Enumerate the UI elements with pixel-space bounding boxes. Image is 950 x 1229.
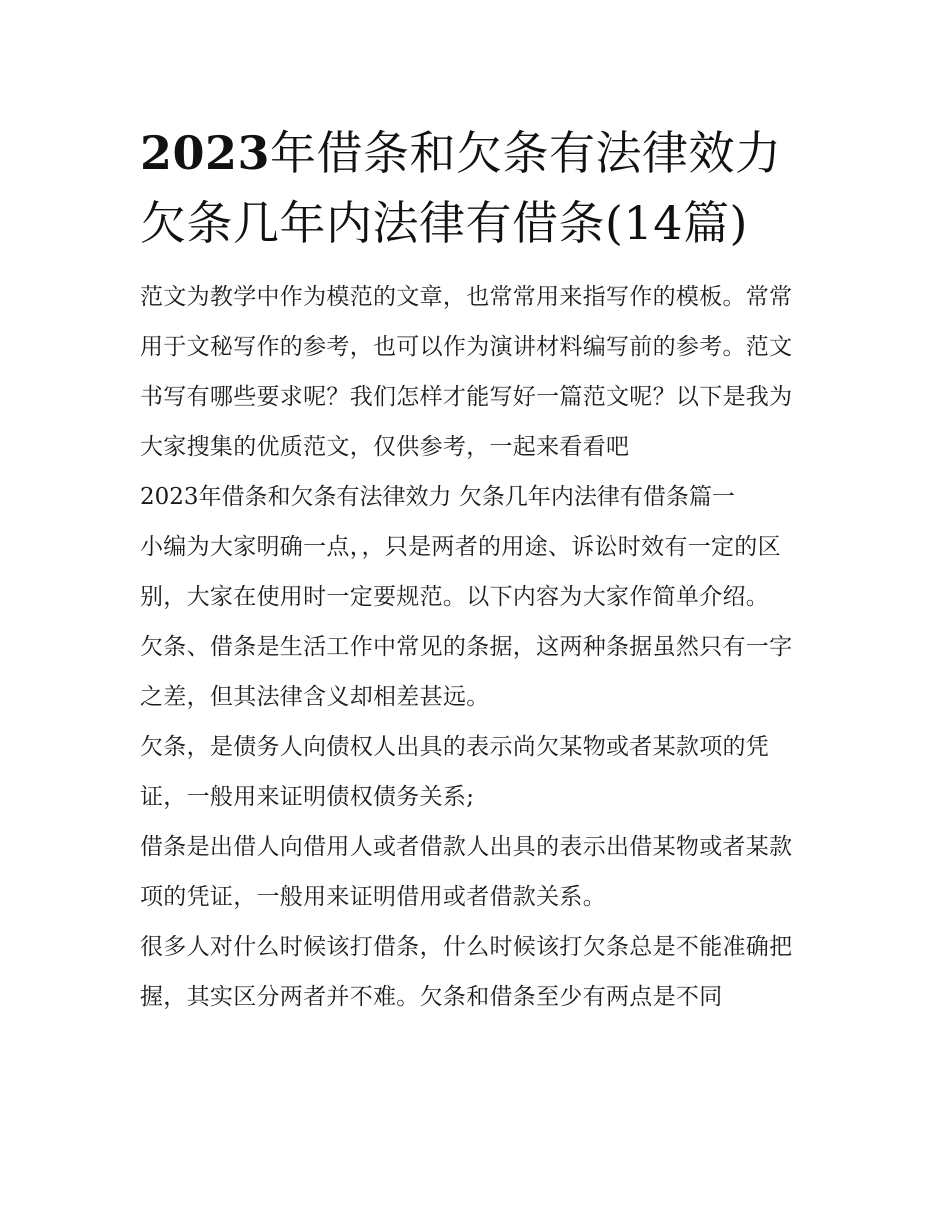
document-body	[140, 118, 815, 1022]
document-title	[140, 118, 815, 258]
body-paragraph: 欠条、借条是生活工作中常见的条据，这两种条据虽然只有一字之差，但其法律含义却相差甚远。	[140, 634, 793, 710]
section-heading: 2023年借条和欠条有法律效力 欠条几年内法律有借条篇一	[140, 484, 735, 510]
document-title-year: 2023	[140, 126, 271, 180]
body-paragraph: 欠条，是债务人向债权人出具的表示尚欠某物或者某款项的凭证，一般用来证明债权债务关系;	[140, 734, 770, 810]
body-paragraph: 小编为大家明确一点，，只是两者的用途、诉讼时效有一定的区别，大家在使用时一定要规范。以下内容为大家作简单介绍。	[140, 534, 781, 610]
body-paragraph: 借条是出借人向借用人或者借款人出具的表示出借某物或者某款项的凭证，一般用来证明借用或者借款关系。	[140, 834, 793, 910]
document-title-text: 年借条和欠条有法律效力欠条几年内法律有借条(14篇)	[140, 126, 782, 250]
body-paragraph: 很多人对什么时候该打借条，什么时候该打欠条总是不能准确把握，其实区分两者并不难。欠条和借条至少有两点是不同	[140, 934, 793, 1010]
intro-paragraph: 范文为教学中作为模范的文章，也常常用来指写作的模板。常常用于文秘写作的参考，也可以作为演讲材料编写前的参考。范文书写有哪些要求呢？我们怎样才能写好一篇范文呢？以下是我为大家搜集的优质范文，仅供参考，一起来看看吧	[140, 284, 793, 460]
